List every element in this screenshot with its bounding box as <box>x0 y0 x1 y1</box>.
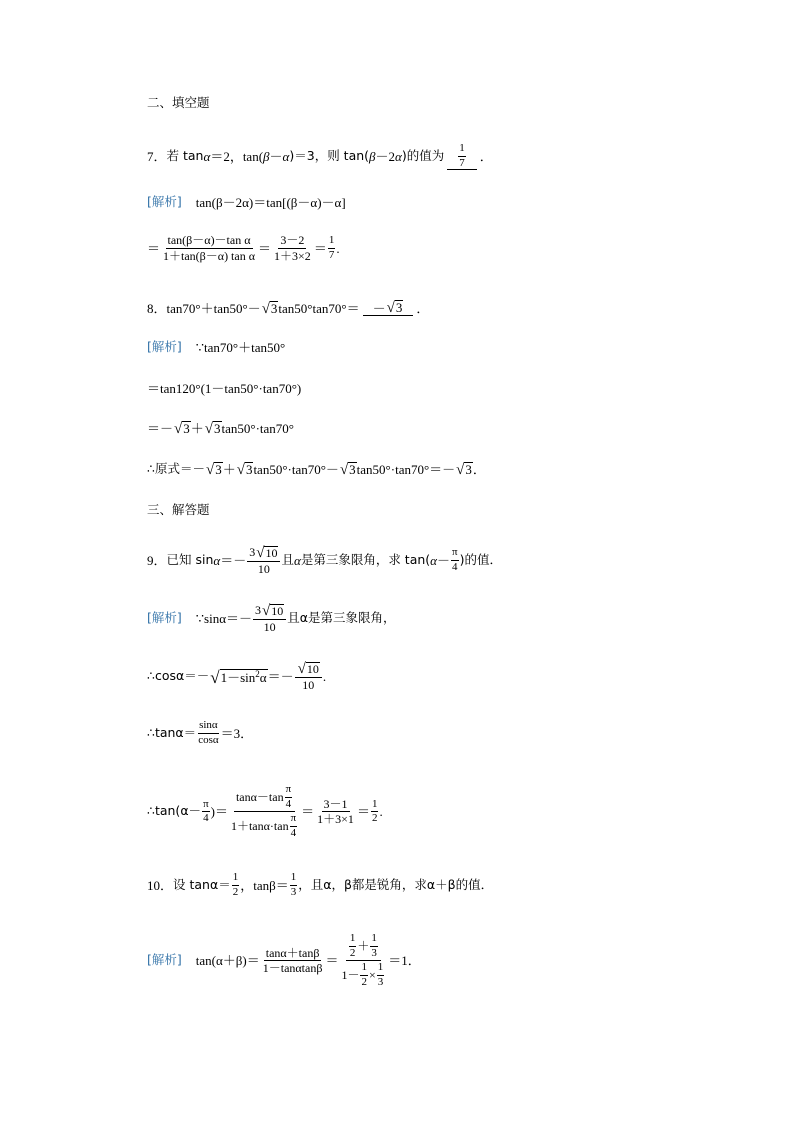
q9-fraction <box>247 545 280 576</box>
q7-beta: β <box>263 149 270 165</box>
q8-text: tan70°＋tan50°－ <box>166 300 261 316</box>
fraction-numerator: 1 <box>290 872 298 886</box>
fraction-numerator: 1 <box>371 799 379 813</box>
q10-fraction <box>290 872 298 898</box>
q9-solution-line-3 <box>147 720 253 746</box>
fraction-numerator: 3－1 <box>323 796 348 811</box>
fraction-numerator: 1 <box>328 235 336 249</box>
solution-complex-fraction <box>339 933 387 988</box>
fraction-denominator: cosα <box>198 733 219 746</box>
fraction-denominator: 10 <box>263 620 276 634</box>
fraction-denominator: 4 <box>285 797 292 810</box>
solution-fraction <box>161 234 257 262</box>
fraction-denominator: 4 <box>203 812 209 825</box>
q7-text: ＝2，tan( <box>210 149 264 165</box>
q8-solution-line-4 <box>147 462 486 477</box>
third-fraction <box>377 962 385 988</box>
q7-beta: β <box>369 149 376 165</box>
q8-text: tan50°tan70°＝ <box>278 300 360 316</box>
solution-text: ＋ <box>190 421 204 437</box>
q10-text: ，tanβ＝ <box>240 877 289 893</box>
fraction-denominator: 3 <box>377 975 384 988</box>
sqrt-symbol: √ 3 <box>205 462 222 479</box>
sqrt-radicand: 10 <box>306 661 319 676</box>
fraction-denominator: 7 <box>328 248 335 261</box>
fraction-numerator: π <box>290 813 298 827</box>
solution-fraction <box>253 603 286 634</box>
q9-alpha: α <box>213 552 221 568</box>
fraction-denominator: 10 <box>302 678 315 692</box>
question-number: 8． <box>147 300 167 316</box>
solution-text: ＝1． <box>388 953 421 969</box>
solution-text: ＝ <box>147 240 161 256</box>
q7-alpha: α <box>395 149 402 165</box>
q9-pi-fraction <box>451 547 459 573</box>
q10-solution <box>147 933 421 988</box>
fraction-denominator: 1＋tan(β－α) tan α <box>163 248 256 263</box>
solution-text: ＝ <box>356 804 370 820</box>
solution-text: tan50°·tan70°－ <box>253 462 339 478</box>
solution-text: ． <box>472 462 486 478</box>
coefficient: 3 <box>255 603 262 617</box>
solution-tag: [解析] <box>147 952 182 968</box>
fraction-denominator: 4 <box>452 560 458 573</box>
fraction-numerator: 1 <box>370 933 378 947</box>
solution-fraction <box>272 234 313 262</box>
solution-text: . <box>322 668 327 684</box>
solution-text: tan(β－2α)＝tan[(β－α)－α] <box>195 195 346 210</box>
third-fraction <box>370 933 378 959</box>
fraction-numerator: π <box>285 784 293 798</box>
fraction-denominator: 10 <box>257 562 270 576</box>
q9-solution-line-4 <box>147 784 383 839</box>
sqrt-symbol: √ 3 <box>204 421 221 438</box>
q9-solution-line-2 <box>147 661 326 692</box>
q7-solution-line-2 <box>147 234 340 262</box>
fraction-denominator: 2 <box>232 885 239 898</box>
fraction-numerator <box>346 933 381 961</box>
fraction-numerator <box>247 545 280 562</box>
sqrt-radicand: 3 <box>214 421 221 436</box>
q8-answer: － <box>372 301 386 317</box>
fraction-numerator <box>234 784 295 812</box>
solution-complex-fraction <box>229 784 300 839</box>
fraction-numerator: sinα <box>198 720 219 734</box>
fraction-numerator: π <box>451 547 459 561</box>
q10-text: 设 tanα＝ <box>173 876 231 892</box>
question-number: 9． <box>147 552 167 568</box>
solution-text: ∵tan70°＋tan50° <box>195 340 286 355</box>
solution-text: 且α是第三象限角， <box>287 610 396 626</box>
q9-text: 是第三象限角，求 tan( <box>300 552 431 568</box>
half-fraction <box>349 933 357 959</box>
solution-text: 1－ <box>341 967 360 982</box>
fraction-denominator: 7 <box>459 156 465 169</box>
q9-text: ＝－ <box>220 552 247 568</box>
solution-text: 1＋tanα·tan <box>230 818 289 833</box>
q9-text: 且 <box>281 552 294 568</box>
question-10 <box>147 872 493 898</box>
solution-text: tanα－tan <box>235 789 284 804</box>
fraction-numerator: 1 <box>377 962 385 976</box>
sqrt-radicand: 3 <box>245 462 253 477</box>
sqrt-symbol: √ 3 <box>456 462 472 479</box>
solution-text: tan50°·tan70°＝－ <box>356 462 456 478</box>
solution-text: ＝ <box>301 804 315 820</box>
section-title-text: 二、填空题 <box>147 95 210 110</box>
fraction-numerator: tanα＋tanβ <box>265 945 320 960</box>
sqrt-radicand: 3 <box>349 462 356 477</box>
solution-text: ∴tan(α－ <box>147 803 202 819</box>
q8-solution-line-3 <box>147 421 294 436</box>
solution-text: ∴原式＝－ <box>147 461 205 477</box>
q10-fraction <box>232 872 240 898</box>
fraction-denominator <box>339 961 387 988</box>
sqrt-radicand <box>220 669 268 685</box>
sqrt-radicand: 3 <box>395 300 403 315</box>
q7-text: －2 <box>375 149 396 165</box>
section-title-text: 三、解答题 <box>147 502 210 517</box>
solution-text: ＝ <box>325 953 339 969</box>
fraction-numerator <box>253 603 286 620</box>
fraction-numerator: 1 <box>232 872 240 886</box>
solution-text: ＝－ <box>267 668 294 684</box>
sqrt-symbol: √ 10 <box>297 661 319 677</box>
fraction-denominator: 2 <box>361 975 367 988</box>
section-title-fill-in <box>147 97 210 110</box>
q9-text: － <box>437 552 451 568</box>
fraction-numerator: 1 <box>349 933 357 947</box>
solution-fraction <box>295 661 322 692</box>
q7-text: ． <box>479 149 493 165</box>
fraction-denominator <box>229 812 300 839</box>
sqrt-radicand: 10 <box>271 603 284 618</box>
sqrt-symbol: √ 3 <box>261 300 278 317</box>
solution-text: ＝－ <box>147 421 174 437</box>
solution-fraction <box>328 235 336 261</box>
question-number: 7． <box>147 149 167 165</box>
solution-text: ∴tanα＝ <box>147 724 197 740</box>
q9-text: )的值． <box>459 552 502 568</box>
fraction-denominator: 2 <box>349 946 356 959</box>
q7-solution-line-1 <box>147 196 346 209</box>
solution-text: ＝3． <box>220 725 254 741</box>
sqrt-symbol: √ 3 <box>174 421 190 438</box>
solution-text: tan(α＋β)＝ <box>195 953 260 969</box>
solution-text: ＝tan120°(1－tan50°·tan70°) <box>147 381 302 396</box>
solution-text: ∵sinα＝－ <box>195 610 253 626</box>
q7-alpha: α <box>282 149 290 165</box>
q7-text: )＝3，则 tan( <box>289 148 370 164</box>
solution-text: ＋ <box>222 462 236 478</box>
fraction-numerator: 1 <box>458 143 466 157</box>
q9-text: 已知 sin <box>166 552 214 568</box>
solution-text: × <box>368 967 376 982</box>
solution-fraction <box>315 798 356 826</box>
q8-solution-line-1 <box>147 341 285 354</box>
q10-text: ，且α，β都是锐角，求α＋β的值． <box>298 876 494 892</box>
fraction-numerator: 3－2 <box>280 233 305 247</box>
solution-text: . <box>336 240 340 256</box>
sqrt-symbol: √ 3 <box>339 462 356 479</box>
sqrt-symbol: √ 10 <box>262 603 284 619</box>
fraction-denominator: 4 <box>290 826 297 839</box>
q7-alpha: α <box>203 149 211 165</box>
sqrt-symbol: √ 10 <box>256 545 278 561</box>
q9-solution-line-1 <box>147 603 396 634</box>
sqrt-radicand: 3 <box>215 462 222 477</box>
question-9 <box>147 545 502 576</box>
solution-text: α <box>259 669 267 685</box>
pi-fraction <box>285 784 293 810</box>
sqrt-radicand: 10 <box>265 545 278 560</box>
solution-text: )＝ <box>210 804 228 820</box>
sqrt-radicand: 3 <box>465 462 472 477</box>
solution-fraction <box>197 720 219 746</box>
solution-text: tan50°·tan70° <box>221 421 294 437</box>
fraction-denominator: 1＋3×2 <box>274 248 311 263</box>
fraction-denominator: 3 <box>371 946 377 959</box>
q7-answer-fraction <box>458 143 466 169</box>
solution-fraction <box>371 799 379 825</box>
fraction-numerator: π <box>202 799 210 813</box>
half-fraction <box>360 962 368 988</box>
sqrt-radicand: 3 <box>270 300 278 316</box>
coefficient: 3 <box>249 545 256 559</box>
q8-answer-blank <box>363 300 414 316</box>
question-8 <box>147 300 429 316</box>
solution-text: ＝ <box>258 240 272 256</box>
exponent: 2 <box>255 668 260 679</box>
q8-text: ． <box>416 300 430 316</box>
q9-alpha: α <box>294 552 301 568</box>
sqrt-symbol: √ $1-\sin^2\alpha$ <box>210 667 267 687</box>
section-title-solve <box>147 504 210 517</box>
solution-text: 1－sin <box>220 669 256 685</box>
solution-tag: [解析] <box>147 194 182 210</box>
pi-fraction <box>290 813 298 839</box>
solution-text: ∴cosα＝－ <box>147 668 210 684</box>
solution-text: . <box>379 804 383 820</box>
q7-answer-blank <box>447 143 477 170</box>
fraction-denominator: 2 <box>371 812 378 825</box>
solution-text: ＋ <box>357 938 370 953</box>
solution-fraction <box>261 947 325 975</box>
fraction-numerator: 1 <box>360 962 368 976</box>
q9-alpha: α <box>430 552 437 568</box>
fraction-denominator: 1＋3×1 <box>317 812 354 827</box>
solution-text: ＝ <box>313 240 327 256</box>
fraction-numerator: tan(β－α)－tan α <box>167 233 251 247</box>
fraction-numerator <box>295 661 322 678</box>
question-7 <box>147 143 493 170</box>
fraction-denominator: 1－tanαtanβ <box>262 961 323 976</box>
sqrt-radicand: 3 <box>183 421 190 436</box>
sqrt-symbol: √ 3 <box>386 300 403 317</box>
solution-pi-fraction <box>202 799 210 825</box>
question-number: 10． <box>147 877 174 893</box>
fraction-denominator: 3 <box>290 885 297 898</box>
q7-text: )的值为 <box>401 148 445 164</box>
q8-solution-line-2 <box>147 382 301 395</box>
q7-text: 若 tan <box>166 148 204 164</box>
solution-tag: [解析] <box>147 610 182 626</box>
sqrt-symbol: √ 3 <box>236 462 253 479</box>
q7-text: － <box>269 149 283 165</box>
solution-tag: [解析] <box>147 339 182 355</box>
